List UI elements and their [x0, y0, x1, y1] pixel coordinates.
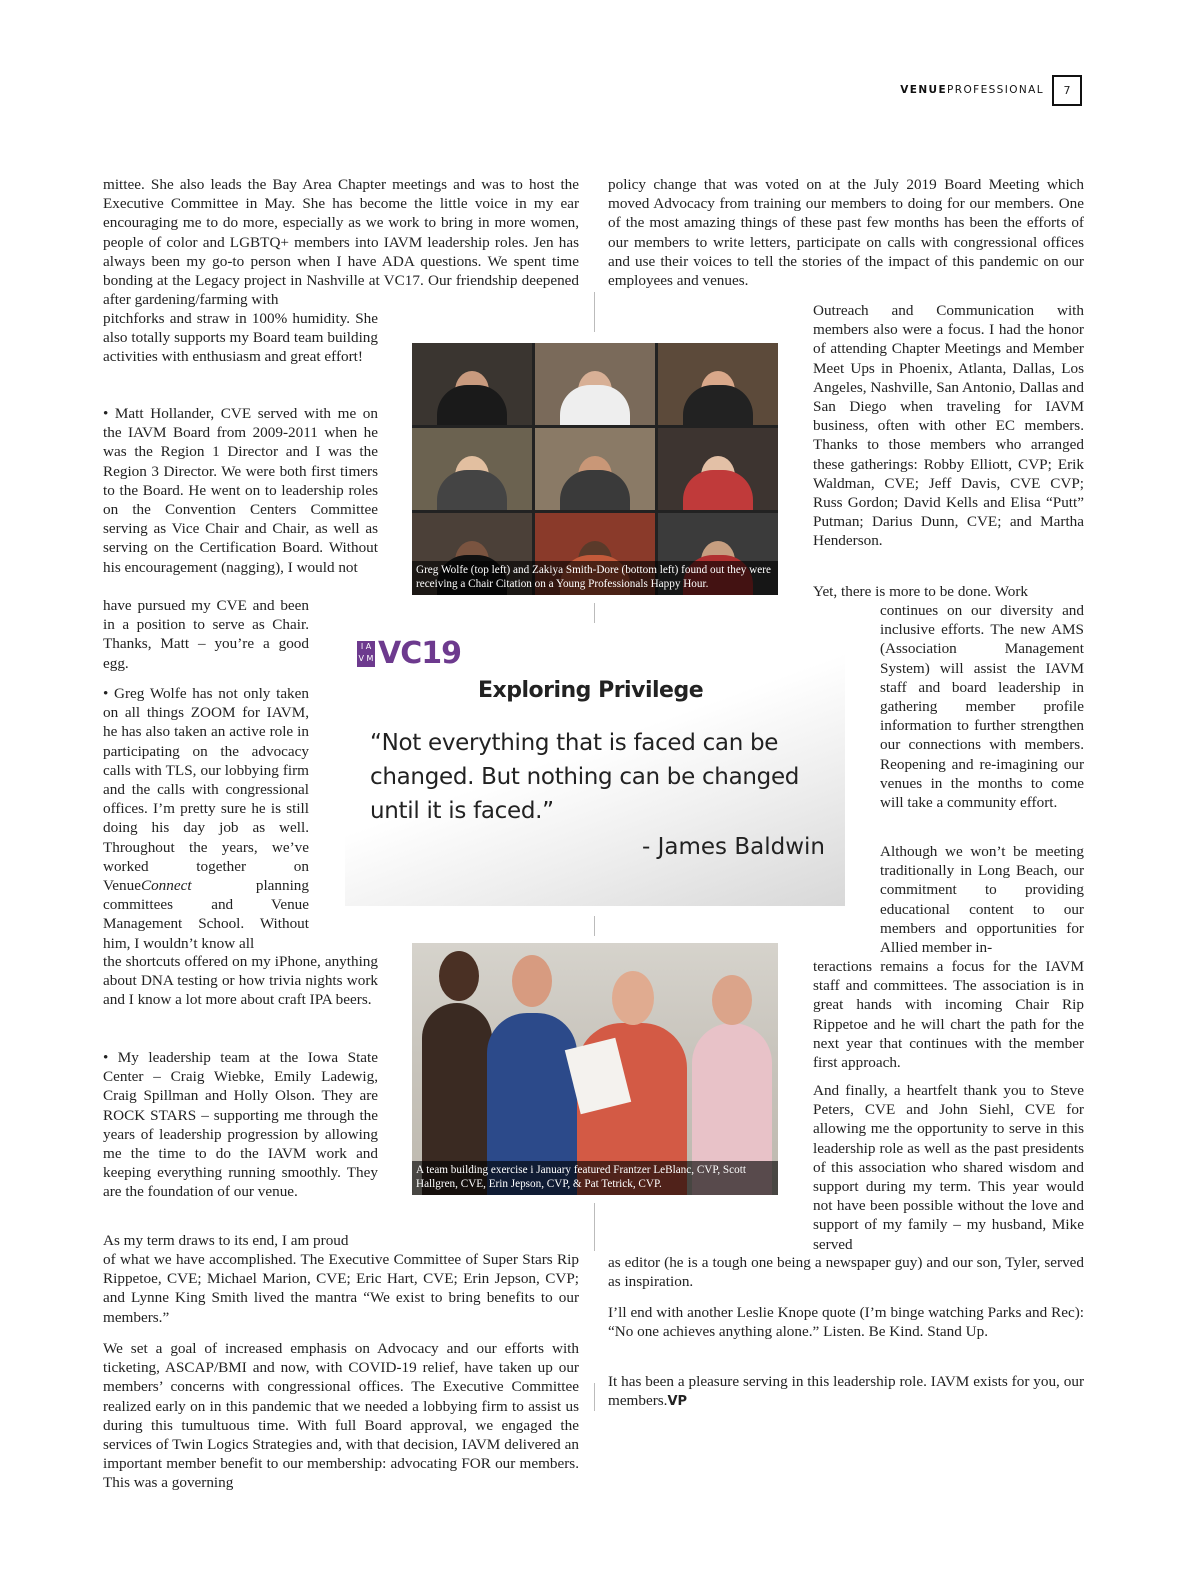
column-divider	[594, 916, 595, 936]
finally-tail: as editor (he is a tough one being a newspaper guy) and our son, Tyler, served as inspiration.	[608, 1254, 1084, 1291]
zoom-tile	[412, 428, 532, 510]
magazine-name	[900, 84, 1044, 96]
policy-paragraph: policy change that was voted on at the July 2019 Board Meeting which moved Advocacy from training our members to doing for our members. One of the most amazing things of these past few months has been the efforts of our members to write letters, participate on calls with congressional offices and use their voices to tell the stories of the impact of this pandemic on our employees and venues.	[608, 176, 1084, 290]
quote-text: “Not everything that is faced can be changed. But nothing can be changed until it is faced.”	[370, 730, 800, 824]
yet-paragraph: continues on our diversity and inclusive efforts. The new AMS (Association Management System) will assist the IAVM staff and board leadership in gathering member profile information to further strengthen our connections with members. Reopening and re-imagining our venues in the months to come will take a community effort.	[880, 602, 1084, 812]
greg-italic: Connect	[140, 877, 192, 895]
advocacy-paragraph: We set a goal of increased emphasis on Advocacy and our efforts with ticketing, ASCAP/BMI and now, with COVID-19 relief, have taken up our members’ concerns with congressional offices. The Executive Committee realized early on in this pandemic that we needed a lobbying firm to assist us during this tumultuous time. With full Board approval, we engaged the services of Twin Logics Strategies and, with that decision, IAVM delivered an important member benefit to our membership: advocating FOR our members. This was a governing	[103, 1340, 579, 1492]
column-divider	[594, 603, 595, 623]
greg-text-2: planning committees and Venue Management School. Without him, I wouldn’t know all	[103, 877, 309, 952]
greg-paragraph-tail: the shortcuts offered on my iPhone, anything about DNA testing or how trivia nights work and I know a lot more about craft IPA beers.	[103, 953, 378, 1009]
greg-paragraph	[103, 684, 309, 953]
left-intro: mittee. She also leads the Bay Area Chapter meetings and was to host the Executive Committee in May. She has become the little voice in my ear encouraging me to do more, especially as we work to bring in more women, people of color and LGBTQ+ members into IAVM leadership roles. Jen has always been my go-to person when I have ADA questions. We spent time bonding at the Legacy project in Nashville at VC17. Our friendship deepened after gardening/farming with	[103, 176, 579, 309]
zoom-tile	[658, 343, 778, 425]
zoom-tile	[535, 343, 655, 425]
team-building-photo	[412, 943, 778, 1195]
closing-text: It has been a pleasure serving in this leadership role. IAVM exists for you, our members.	[608, 1373, 1084, 1410]
greg-text: • Greg Wolfe has not only taken on all things ZOOM for IAVM, he has also taken an active role in participating on the advocacy calls with TLS, our lobbying firm and the calls with congressional offices. I’m pretty sure he is still doing his day job as well. Throughout the years, we’ve worked together on Venue	[103, 685, 309, 895]
column-divider	[594, 1203, 595, 1251]
term-paragraph-start: As my term draws to its end, I am proud	[103, 1232, 349, 1249]
quote-title: Exploring Privilege	[478, 678, 704, 703]
person-head	[439, 951, 479, 1001]
although-tail: teractions remains a focus for the IAVM staff and committees. The association is in great hands with incoming Chair Rip Rippetoe and he will chart the path for the next year that continues with the member first approach.	[813, 958, 1084, 1072]
finally-paragraph: And finally, a heartfelt thank you to Steve Peters, CVE and John Siehl, CVE for allowing me the opportunity to serve in this leadership role as well as the past presidents of this association who shared wisdom and support during my term. This year would not have been possible without the love and support of my family – my husband, Mike served	[813, 1082, 1084, 1253]
zoom-call-photo	[412, 343, 778, 595]
zoom-tile	[658, 428, 778, 510]
term-paragraph: of what we have accomplished. The Executive Committee of Super Stars Rip Rippetoe, CVE; Michael Marion, CVE; Eric Hart, CVE; Erin Jepson, CVP; and Lynne King Smith lived the mantra “We exist to bring benefits to our members.”	[103, 1251, 579, 1326]
left-intro-tail: pitchforks and straw in 100% humidity. She also totally supports my Board team building activities with enthusiasm and great effort!	[103, 310, 378, 366]
matt-paragraph-tail: have pursued my CVE and been in a position to serve as Chair. Thanks, Matt – you’re a good egg.	[103, 597, 309, 672]
vc19-logo-text: VC19	[378, 636, 461, 671]
knope-paragraph: I’ll end with another Leslie Knope quote (I’m binge watching Parks and Rec): “No one achieves anything alone.” Listen. Be Kind. Stand Up.	[608, 1304, 1084, 1341]
zoom-tile	[535, 428, 655, 510]
magazine-name-bold: VENUE	[900, 84, 948, 96]
closing-paragraph	[608, 1372, 1084, 1411]
column-divider	[594, 292, 595, 332]
outreach-paragraph: Outreach and Communication with members also were a focus. I had the honor of attending Chapter Meetings and Member Meet Ups in Phoenix, Atlanta, Dallas, Los Angeles, Nashville, San Antonio, Dallas and San Diego when traveling for IAVM business, often with other EC members. Thanks to those members who arranged these gatherings: Robby Elliott, CVP; Erik Waldman, CVE; Jeff Davis, CVE CVP; Russ Gordon; David Kells and Elisa “Putt” Putman; Darius Dunn, CVE; and Martha Henderson.	[813, 302, 1084, 550]
zoom-tile	[412, 343, 532, 425]
person-head	[612, 971, 654, 1025]
person-head	[512, 955, 552, 1007]
iavm-logo-mark: I A V M	[357, 641, 375, 667]
page-number: 7	[1052, 75, 1082, 106]
person-head	[712, 975, 752, 1025]
vc19-logo	[357, 636, 461, 671]
end-mark: VP	[667, 1394, 688, 1410]
photo-caption: Greg Wolfe (top left) and Zakiya Smith-Dore (bottom left) found out they were receiving a Chair Citation on a Young Professionals Happy Hour.	[412, 561, 778, 595]
photo-caption: A team building exercise i January featured Frantzer LeBlanc, CVP, Scott Hallgren, CVE, Erin Jepson, CVP, & Pat Tetrick, CVP.	[412, 1161, 778, 1195]
quote-attribution: - James Baldwin	[642, 834, 825, 860]
matt-paragraph: • Matt Hollander, CVE served with me on the IAVM Board from 2009-2011 when he was the Region 1 Director and I was the Region 3 Director. We were both first timers to the Board. He went on to leadership roles on the Convention Centers Committee serving as Vice Chair and Chair, as well as serving on the Certification Board. Without his encouragement (nagging), I would not	[103, 405, 378, 576]
team-paragraph: • My leadership team at the Iowa State Center – Craig Wiebke, Emily Ladewig, Craig Spillman and Holly Olson. They are ROCK STARS – supporting me through the years of leadership progression by allowing me the time to do the IAVM work and keeping everything running smoothly. They are the foundation of our venue.	[103, 1049, 378, 1201]
although-paragraph: Although we won’t be meeting traditionally in Long Beach, our commitment to providing educational content to our members and opportunities for Allied member in-	[880, 843, 1084, 957]
magazine-name-rest: PROFESSIONAL	[947, 84, 1044, 96]
yet-lead: Yet, there is more to be done. Work	[813, 583, 1029, 600]
column-divider	[594, 1383, 595, 1411]
quote-graphic	[345, 628, 845, 906]
